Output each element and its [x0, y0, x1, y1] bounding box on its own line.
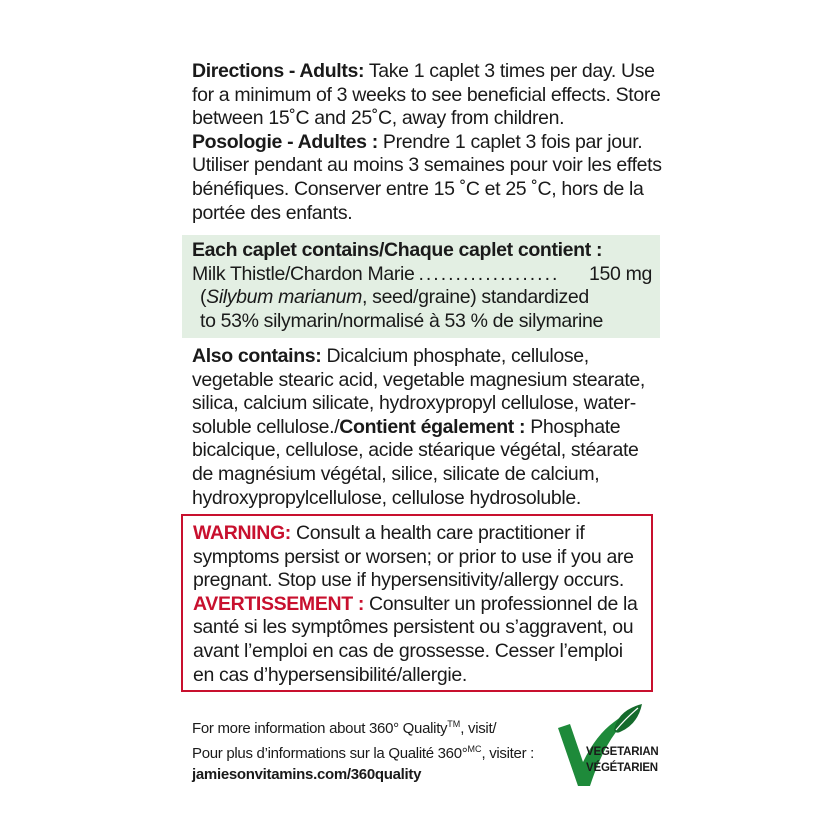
also-contains-section: [192, 345, 662, 510]
warning-box: [181, 514, 653, 692]
footer-url-link[interactable]: jamiesonvitamins.com/360quality: [192, 766, 422, 783]
directions-heading-en: Directions - Adults:: [192, 60, 365, 82]
footer-en-visit: , visit/: [460, 720, 497, 737]
ingredient-leader-dots: ...................: [418, 262, 560, 285]
directions-text: [192, 60, 662, 225]
also-heading-en: Also contains:: [192, 345, 322, 367]
ingredient-detail-paren: (: [200, 286, 207, 309]
ingredient-standardization: to 53% silymarin/normalisé à 53 % de silymarine: [200, 309, 603, 332]
ingredient-name: Milk Thistle/Chardon Marie: [192, 262, 415, 285]
marque-sup: MC: [467, 744, 482, 754]
trademark-sup: TM: [447, 719, 461, 729]
ingredient-detail: [192, 286, 652, 310]
ingredient-row: [192, 263, 652, 287]
directions-section: [192, 60, 662, 235]
ingredient-amount: 150 mg: [589, 262, 652, 285]
vegetarian-label-en: VEGETARIAN: [586, 746, 659, 758]
footer-line-en: [192, 714, 552, 739]
also-body-fr: Phosphate bicalcique, cellulose, acide stéarique végétal, stéarate de magnésium végétal, silice, silicate de calcium, hydroxypropylcellulose, cellulose hydrosoluble.: [192, 415, 639, 509]
footer-en-text: For more information about 360° Quality: [192, 720, 448, 737]
vegetarian-v-leaf-icon: [556, 700, 666, 790]
warning-body-en: Consult a health care practitioner if symptoms persist or worsen; or prior to use if you are pregnant. Stop use if hypersensitivity/allergy occurs.: [193, 522, 634, 592]
vegetarian-label-fr: VÉGÉTARIEN: [586, 762, 658, 774]
also-body-en: Dicalcium phosphate, cellulose, vegetable stearic acid, vegetable magnesium stearate, silica, calcium silicate, hydroxypropyl cellulose, water-soluble cellulose./: [192, 345, 645, 438]
quality-footer: [192, 714, 552, 785]
footer-fr-text: Pour plus d’informations sur la Qualité 360°: [192, 745, 468, 762]
warning-heading-fr: AVERTISSEMENT :: [193, 592, 364, 615]
ingredient-latin-name: Silybum marianum: [206, 286, 363, 309]
directions-body-fr: Prendre 1 caplet 3 fois par jour. Utiliser pendant au moins 3 semaines pour voir les effets bénéfiques. Conserver entre 15 ˚C et 25 ˚C, hors de la portée des enfants.: [192, 130, 662, 224]
ingredients-panel: [182, 235, 660, 338]
directions-heading-fr: Posologie - Adultes :: [192, 130, 378, 153]
also-heading-fr: Contient également :: [339, 415, 526, 438]
footer-line-fr: [192, 739, 552, 764]
ingredient-detail-source: , seed/graine) standardized: [362, 286, 589, 309]
ingredients-heading: Each caplet contains/Chaque caplet contient :: [192, 239, 603, 261]
footer-fr-visit: , visiter :: [481, 745, 534, 762]
warning-heading-en: WARNING:: [193, 522, 291, 544]
directions-body-en: Take 1 caplet 3 times per day. Use for a minimum of 3 weeks to see beneficial effects. Store between 15˚C and 25˚C, away from children.: [192, 60, 661, 130]
vegetarian-badge: [556, 700, 666, 790]
warning-body-fr: Consulter un professionnel de la santé si les symptômes persistent ou s’aggravent, ou avant l’emploi en cas de grossesse. Cesser l’emploi en cas d’hypersensibilité/allergie.: [193, 592, 638, 686]
